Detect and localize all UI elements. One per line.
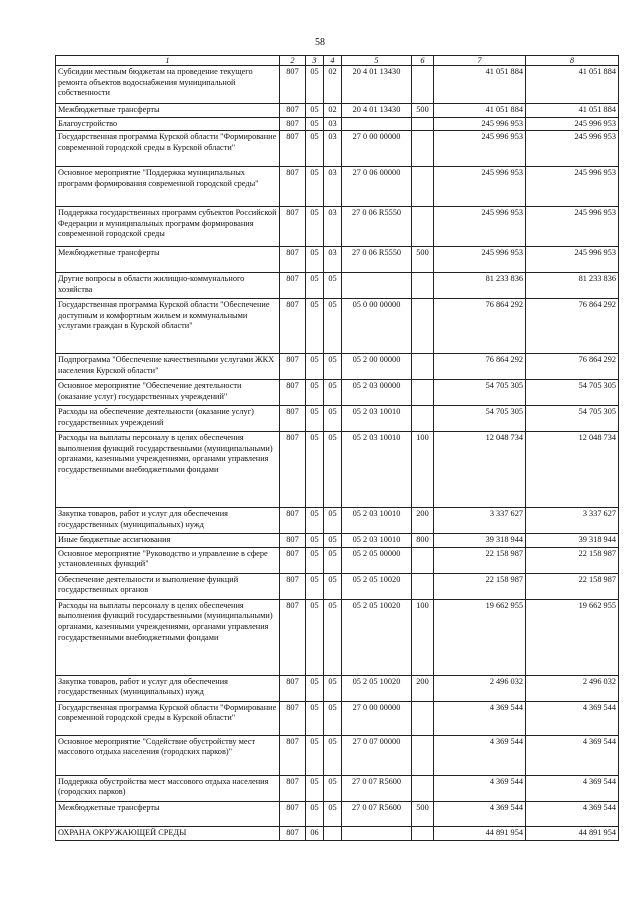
amount-cell: 2 496 032	[434, 675, 526, 701]
expense-type-cell	[412, 117, 434, 131]
section-cell: 05	[306, 735, 324, 775]
table-row	[56, 775, 619, 801]
target-item-cell: 05 2 03 10010	[342, 534, 412, 548]
subsection-cell: 03	[324, 117, 342, 131]
expense-type-cell	[412, 573, 434, 599]
expense-type-cell	[412, 380, 434, 406]
target-item-cell: 05 2 03 00000	[342, 380, 412, 406]
table-row	[56, 432, 619, 508]
table-row	[56, 117, 619, 131]
expense-type-cell	[412, 299, 434, 354]
target-item-cell: 27 0 00 00000	[342, 131, 412, 167]
amount-cell: 54 705 305	[526, 406, 619, 432]
expense-type-cell	[412, 207, 434, 247]
amount-cell: 41 051 884	[526, 104, 619, 118]
table-row	[56, 354, 619, 380]
row-name-cell: Расходы на выплаты персоналу в целях обеспечения выполнения функций государственными (муниципальными) органами, казенными учреждениями, органами управления государственными внебюджетными фондами	[56, 432, 280, 508]
table-row	[56, 547, 619, 573]
amount-cell: 54 705 305	[434, 380, 526, 406]
target-item-cell	[342, 273, 412, 299]
row-name-cell: Государственная программа Курской области "Обеспечение доступным и комфортным жильем и коммунальными услугами граждан в Курской области"	[56, 299, 280, 354]
amount-cell: 245 996 953	[526, 247, 619, 273]
row-name-cell: Другие вопросы в области жилищно-коммунального хозяйства	[56, 273, 280, 299]
amount-cell: 39 318 944	[434, 534, 526, 548]
subsection-cell: 05	[324, 701, 342, 735]
table-row	[56, 66, 619, 104]
budget-table	[55, 55, 619, 841]
ministry-code-cell: 807	[280, 66, 306, 104]
ministry-code-cell: 807	[280, 299, 306, 354]
section-cell: 05	[306, 508, 324, 534]
section-cell: 05	[306, 66, 324, 104]
row-name-cell: Иные бюджетные ассигнования	[56, 534, 280, 548]
ministry-code-cell: 807	[280, 406, 306, 432]
subsection-cell: 02	[324, 104, 342, 118]
expense-type-cell	[412, 547, 434, 573]
expense-type-cell: 500	[412, 801, 434, 826]
section-cell: 05	[306, 599, 324, 675]
table-row	[56, 247, 619, 273]
amount-cell: 245 996 953	[526, 167, 619, 207]
section-cell: 05	[306, 273, 324, 299]
section-cell: 05	[306, 247, 324, 273]
row-name-cell: Поддержка обустройства мест массового отдыха населения (городских парков)	[56, 775, 280, 801]
subsection-cell: 03	[324, 207, 342, 247]
section-cell: 05	[306, 547, 324, 573]
subsection-cell: 05	[324, 273, 342, 299]
amount-cell: 81 233 836	[526, 273, 619, 299]
section-cell: 05	[306, 299, 324, 354]
ministry-code-cell: 807	[280, 735, 306, 775]
ministry-code-cell: 807	[280, 273, 306, 299]
amount-cell: 22 158 987	[526, 547, 619, 573]
amount-cell: 76 864 292	[526, 299, 619, 354]
section-cell: 05	[306, 432, 324, 508]
amount-cell: 81 233 836	[434, 273, 526, 299]
amount-cell: 41 051 884	[434, 104, 526, 118]
subsection-cell: 05	[324, 299, 342, 354]
amount-cell: 245 996 953	[526, 207, 619, 247]
amount-cell: 2 496 032	[526, 675, 619, 701]
target-item-cell: 05 2 03 10010	[342, 508, 412, 534]
ministry-code-cell: 807	[280, 599, 306, 675]
subsection-cell: 05	[324, 354, 342, 380]
table-row	[56, 534, 619, 548]
target-item-cell: 27 0 07 R5600	[342, 801, 412, 826]
amount-cell: 54 705 305	[526, 380, 619, 406]
expense-type-cell: 100	[412, 432, 434, 508]
subsection-cell: 05	[324, 508, 342, 534]
table-row	[56, 701, 619, 735]
ministry-code-cell: 807	[280, 675, 306, 701]
table-row	[56, 167, 619, 207]
target-item-cell: 27 0 06 R5550	[342, 207, 412, 247]
header-cell: 2	[280, 56, 306, 66]
table-row	[56, 801, 619, 826]
amount-cell: 245 996 953	[434, 247, 526, 273]
amount-cell: 245 996 953	[434, 117, 526, 131]
subsection-cell: 05	[324, 547, 342, 573]
ministry-code-cell: 807	[280, 247, 306, 273]
amount-cell: 245 996 953	[526, 131, 619, 167]
section-cell: 05	[306, 354, 324, 380]
amount-cell: 12 048 734	[526, 432, 619, 508]
table-row	[56, 273, 619, 299]
header-cell: 4	[324, 56, 342, 66]
ministry-code-cell: 807	[280, 826, 306, 840]
row-name-cell: ОХРАНА ОКРУЖАЮЩЕЙ СРЕДЫ	[56, 826, 280, 840]
target-item-cell	[342, 826, 412, 840]
subsection-cell: 05	[324, 599, 342, 675]
header-cell: 5	[342, 56, 412, 66]
expense-type-cell: 500	[412, 104, 434, 118]
section-cell: 06	[306, 826, 324, 840]
subsection-cell	[324, 826, 342, 840]
amount-cell: 4 369 544	[434, 775, 526, 801]
amount-cell: 245 996 953	[434, 131, 526, 167]
table-row	[56, 380, 619, 406]
table-row	[56, 131, 619, 167]
amount-cell: 4 369 544	[434, 735, 526, 775]
expense-type-cell: 200	[412, 508, 434, 534]
table-header-row	[56, 56, 619, 66]
amount-cell: 22 158 987	[434, 573, 526, 599]
table-row	[56, 406, 619, 432]
section-cell: 05	[306, 406, 324, 432]
target-item-cell: 05 2 05 10020	[342, 675, 412, 701]
expense-type-cell	[412, 131, 434, 167]
ministry-code-cell: 807	[280, 775, 306, 801]
amount-cell: 39 318 944	[526, 534, 619, 548]
table-row	[56, 508, 619, 534]
section-cell: 05	[306, 380, 324, 406]
table-row	[56, 573, 619, 599]
expense-type-cell: 500	[412, 247, 434, 273]
amount-cell: 22 158 987	[434, 547, 526, 573]
amount-cell: 4 369 544	[434, 801, 526, 826]
expense-type-cell	[412, 775, 434, 801]
row-name-cell: Расходы на выплаты персоналу в целях обеспечения выполнения функций государственными (муниципальными) органами, казенными учреждениями, органами управления государственными внебюджетными фондами	[56, 599, 280, 675]
table-row	[56, 207, 619, 247]
expense-type-cell	[412, 735, 434, 775]
expense-type-cell	[412, 701, 434, 735]
row-name-cell: Благоустройство	[56, 117, 280, 131]
section-cell: 05	[306, 117, 324, 131]
section-cell: 05	[306, 573, 324, 599]
target-item-cell: 05 2 05 10020	[342, 599, 412, 675]
subsection-cell: 03	[324, 167, 342, 207]
target-item-cell: 05 2 05 00000	[342, 547, 412, 573]
header-cell: 8	[526, 56, 619, 66]
table-row	[56, 826, 619, 840]
row-name-cell: Основное мероприятие "Содействие обустройству мест массового отдыха населения (городских парков)"	[56, 735, 280, 775]
amount-cell: 245 996 953	[526, 117, 619, 131]
ministry-code-cell: 807	[280, 701, 306, 735]
section-cell: 05	[306, 701, 324, 735]
subsection-cell: 05	[324, 801, 342, 826]
section-cell: 05	[306, 775, 324, 801]
row-name-cell: Субсидии местным бюджетам на проведение текущего ремонта объектов водоснабжения муниципальной собственности	[56, 66, 280, 104]
section-cell: 05	[306, 131, 324, 167]
target-item-cell: 27 0 07 00000	[342, 735, 412, 775]
expense-type-cell	[412, 167, 434, 207]
row-name-cell: Закупка товаров, работ и услуг для обеспечения государственных (муниципальных) нужд	[56, 508, 280, 534]
expense-type-cell	[412, 406, 434, 432]
amount-cell: 76 864 292	[434, 299, 526, 354]
target-item-cell: 20 4 01 13430	[342, 104, 412, 118]
table-row	[56, 299, 619, 354]
row-name-cell: Государственная программа Курской области "Формирование современной городской среды в Курской области"	[56, 701, 280, 735]
row-name-cell: Расходы на обеспечение деятельности (оказание услуг) государственных учреждений	[56, 406, 280, 432]
subsection-cell: 05	[324, 406, 342, 432]
target-item-cell: 05 2 05 10020	[342, 573, 412, 599]
subsection-cell: 03	[324, 131, 342, 167]
table-row	[56, 599, 619, 675]
subsection-cell: 05	[324, 775, 342, 801]
amount-cell: 245 996 953	[434, 167, 526, 207]
target-item-cell: 27 0 06 R5550	[342, 247, 412, 273]
target-item-cell: 27 0 06 00000	[342, 167, 412, 207]
expense-type-cell	[412, 354, 434, 380]
target-item-cell	[342, 117, 412, 131]
amount-cell: 76 864 292	[434, 354, 526, 380]
target-item-cell: 27 0 00 00000	[342, 701, 412, 735]
row-name-cell: Обеспечение деятельности и выполнение функций государственных органов	[56, 573, 280, 599]
amount-cell: 3 337 627	[434, 508, 526, 534]
amount-cell: 22 158 987	[526, 573, 619, 599]
subsection-cell: 05	[324, 573, 342, 599]
amount-cell: 41 051 884	[434, 66, 526, 104]
expense-type-cell	[412, 66, 434, 104]
subsection-cell: 05	[324, 534, 342, 548]
amount-cell: 4 369 544	[434, 701, 526, 735]
ministry-code-cell: 807	[280, 801, 306, 826]
ministry-code-cell: 807	[280, 104, 306, 118]
amount-cell: 44 891 954	[526, 826, 619, 840]
amount-cell: 19 662 955	[526, 599, 619, 675]
section-cell: 05	[306, 167, 324, 207]
section-cell: 05	[306, 801, 324, 826]
row-name-cell: Основное мероприятие "Поддержка муниципальных программ формирования современной городской среды"	[56, 167, 280, 207]
expense-type-cell: 200	[412, 675, 434, 701]
row-name-cell: Поддержка государственных программ субъектов Российской Федерации и муниципальных программ формирования современной городской среды	[56, 207, 280, 247]
target-item-cell: 05 2 00 00000	[342, 354, 412, 380]
page-number: 58	[315, 37, 325, 48]
section-cell: 05	[306, 675, 324, 701]
row-name-cell: Закупка товаров, работ и услуг для обеспечения государственных (муниципальных) нужд	[56, 675, 280, 701]
subsection-cell: 02	[324, 66, 342, 104]
expense-type-cell	[412, 273, 434, 299]
ministry-code-cell: 807	[280, 534, 306, 548]
subsection-cell: 05	[324, 380, 342, 406]
amount-cell: 41 051 884	[526, 66, 619, 104]
table-row	[56, 104, 619, 118]
header-cell: 3	[306, 56, 324, 66]
amount-cell: 76 864 292	[526, 354, 619, 380]
table-row	[56, 675, 619, 701]
expense-type-cell	[412, 826, 434, 840]
ministry-code-cell: 807	[280, 380, 306, 406]
amount-cell: 4 369 544	[526, 701, 619, 735]
subsection-cell: 03	[324, 247, 342, 273]
row-name-cell: Основное мероприятие "Руководство и управление в сфере установленных функций"	[56, 547, 280, 573]
target-item-cell: 27 0 07 R5600	[342, 775, 412, 801]
section-cell: 05	[306, 534, 324, 548]
amount-cell: 19 662 955	[434, 599, 526, 675]
section-cell: 05	[306, 104, 324, 118]
subsection-cell: 05	[324, 432, 342, 508]
target-item-cell: 05 0 00 00000	[342, 299, 412, 354]
amount-cell: 4 369 544	[526, 735, 619, 775]
ministry-code-cell: 807	[280, 508, 306, 534]
header-cell: 7	[434, 56, 526, 66]
expense-type-cell: 100	[412, 599, 434, 675]
amount-cell: 4 369 544	[526, 775, 619, 801]
row-name-cell: Межбюджетные трансферты	[56, 247, 280, 273]
ministry-code-cell: 807	[280, 354, 306, 380]
subsection-cell: 05	[324, 735, 342, 775]
ministry-code-cell: 807	[280, 167, 306, 207]
target-item-cell: 20 4 01 13430	[342, 66, 412, 104]
amount-cell: 54 705 305	[434, 406, 526, 432]
row-name-cell: Государственная программа Курской области "Формирование современной городской среды в Курской области"	[56, 131, 280, 167]
table-row	[56, 735, 619, 775]
amount-cell: 44 891 954	[434, 826, 526, 840]
target-item-cell: 05 2 03 10010	[342, 432, 412, 508]
ministry-code-cell: 807	[280, 432, 306, 508]
amount-cell: 3 337 627	[526, 508, 619, 534]
header-cell: 6	[412, 56, 434, 66]
ministry-code-cell: 807	[280, 117, 306, 131]
target-item-cell: 05 2 03 10010	[342, 406, 412, 432]
ministry-code-cell: 807	[280, 573, 306, 599]
expense-type-cell: 800	[412, 534, 434, 548]
amount-cell: 245 996 953	[434, 207, 526, 247]
row-name-cell: Межбюджетные трансферты	[56, 104, 280, 118]
ministry-code-cell: 807	[280, 131, 306, 167]
section-cell: 05	[306, 207, 324, 247]
amount-cell: 4 369 544	[526, 801, 619, 826]
ministry-code-cell: 807	[280, 207, 306, 247]
row-name-cell: Основное мероприятие "Обеспечение деятельности (оказание услуг) государственных учреждений"	[56, 380, 280, 406]
row-name-cell: Межбюджетные трансферты	[56, 801, 280, 826]
row-name-cell: Подпрограмма "Обеспечение качественными услугами ЖКХ населения Курской области"	[56, 354, 280, 380]
subsection-cell: 05	[324, 675, 342, 701]
amount-cell: 12 048 734	[434, 432, 526, 508]
ministry-code-cell: 807	[280, 547, 306, 573]
header-cell: 1	[56, 56, 280, 66]
